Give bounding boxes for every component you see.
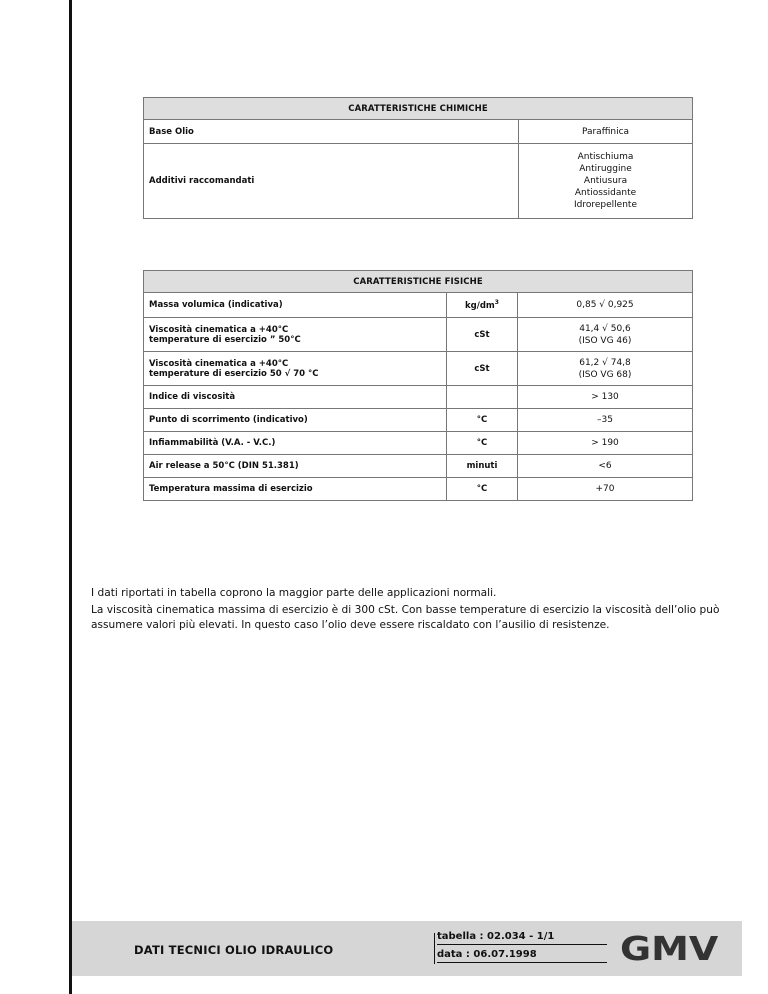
document-footer xyxy=(72,921,742,976)
property-unit: minuti xyxy=(447,455,518,478)
additive-item: Antiusura xyxy=(583,176,628,186)
property-label: Viscosità cinematica a +40°C temperature di esercizio ” 50°C xyxy=(144,318,447,352)
property-label: Viscosità cinematica a +40°C temperature di esercizio 50 √ 70 °C xyxy=(144,352,447,386)
property-value: > 190 xyxy=(518,432,693,455)
left-margin-rule xyxy=(69,0,72,994)
table-row xyxy=(144,293,693,318)
base-oil-label: Base Olio xyxy=(144,120,519,144)
property-label: Massa volumica (indicativa) xyxy=(144,293,447,318)
additive-item: Antiossidante xyxy=(574,188,637,198)
property-unit: °C xyxy=(447,409,518,432)
property-unit: cSt xyxy=(447,318,518,352)
property-value: 0,85 √ 0,925 xyxy=(518,293,693,318)
table-row xyxy=(144,352,693,386)
chemical-table-title: CARATTERISTICHE CHIMICHE xyxy=(144,98,693,120)
table-row xyxy=(144,455,693,478)
additives-label: Additivi raccomandati xyxy=(144,144,519,219)
property-unit xyxy=(447,386,518,409)
table-reference: tabella : 02.034 - 1/1 xyxy=(437,931,607,945)
property-label: Air release a 50°C (DIN 51.381) xyxy=(144,455,447,478)
table-row xyxy=(144,478,693,501)
physical-properties-table xyxy=(143,270,693,501)
additive-item: Antiruggine xyxy=(579,164,632,174)
property-value: +70 xyxy=(518,478,693,501)
document-title: DATI TECNICI OLIO IDRAULICO xyxy=(134,943,334,957)
property-value: 61,2 √ 74,8 (ISO VG 68) xyxy=(518,352,693,386)
property-unit: °C xyxy=(447,478,518,501)
document-date: data : 06.07.1998 xyxy=(437,949,607,963)
property-label: Indice di viscosità xyxy=(144,386,447,409)
additive-item: Antischiuma xyxy=(577,152,634,162)
note-paragraph: I dati riportati in tabella coprono la maggior parte delle applicazioni normali. xyxy=(91,587,497,599)
property-value: –35 xyxy=(518,409,693,432)
property-value: <6 xyxy=(518,455,693,478)
company-logo: GMV xyxy=(620,929,719,968)
chemical-properties-table xyxy=(143,97,693,219)
property-unit: cSt xyxy=(447,352,518,386)
physical-table-title: CARATTERISTICHE FISICHE xyxy=(144,271,693,293)
base-oil-value: Paraffinica xyxy=(519,120,693,144)
property-label: Infiammabilità (V.A. - V.C.) xyxy=(144,432,447,455)
property-unit: $kg/dm^3$ xyxy=(447,293,518,318)
property-unit: °C xyxy=(447,432,518,455)
additives-list xyxy=(519,144,693,219)
table-row xyxy=(144,318,693,352)
property-label: Temperatura massima di esercizio xyxy=(144,478,447,501)
note-paragraph: La viscosità cinematica massima di esercizio è di 300 cSt. Con basse temperature di esercizio la viscosità dell’olio può assumere valori più elevati. In questo caso l’olio deve essere riscaldato con l’ausilio di resistenze. xyxy=(91,604,720,631)
property-value: > 130 xyxy=(518,386,693,409)
property-value: 41,4 √ 50,6 (ISO VG 46) xyxy=(518,318,693,352)
property-label: Punto di scorrimento (indicativo) xyxy=(144,409,447,432)
table-row xyxy=(144,409,693,432)
table-row xyxy=(144,432,693,455)
table-row xyxy=(144,386,693,409)
additive-item: Idrorepellente xyxy=(574,200,637,210)
